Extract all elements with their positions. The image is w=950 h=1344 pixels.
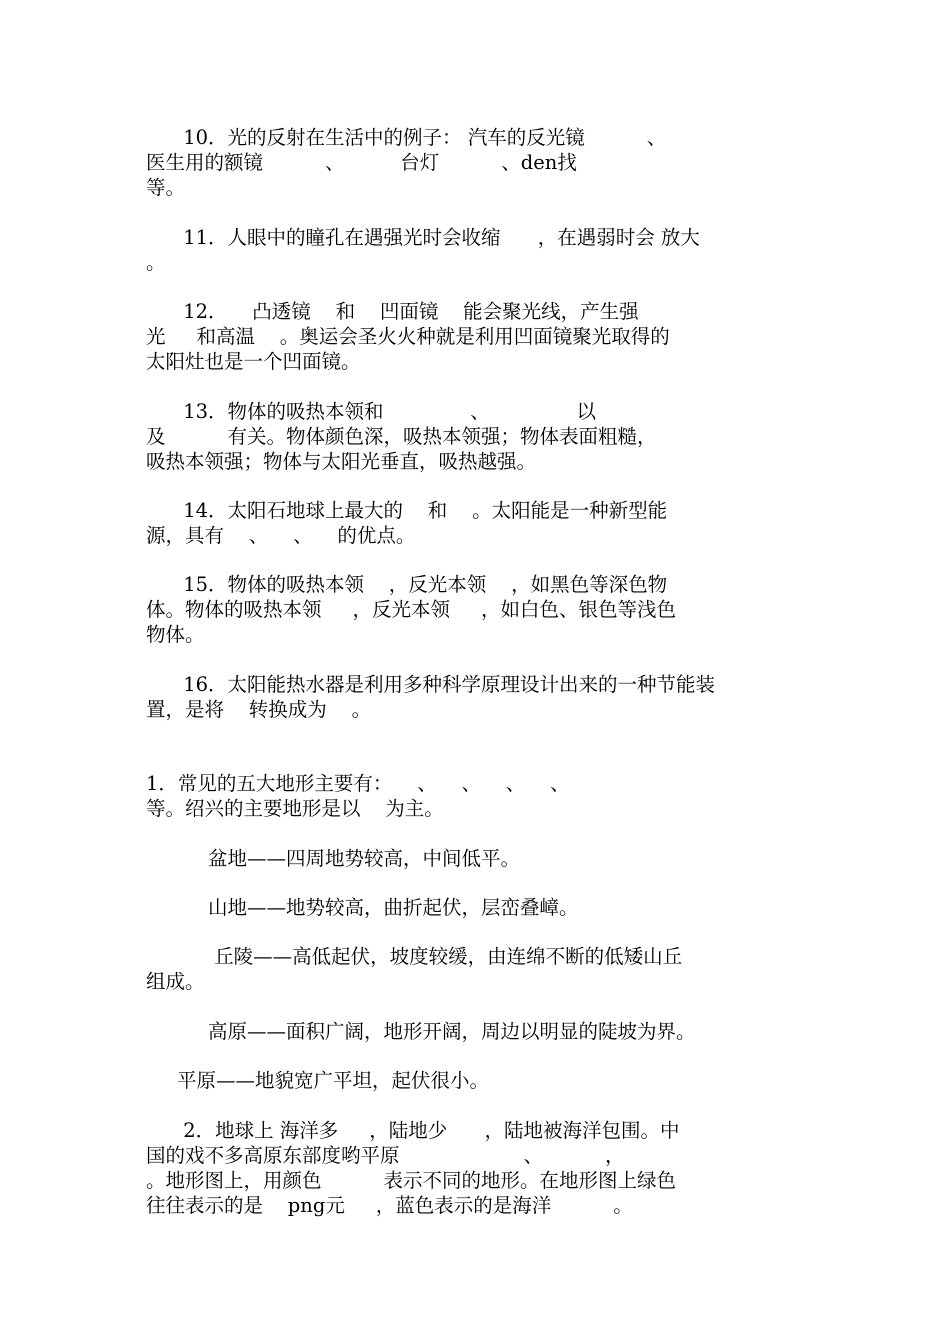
text-line: 高原——面积广阔，地形开阔，周边以明显的陡坡为界。 [146,1020,696,1043]
text-line: 14．太阳石地球上最大的 和 。太阳能是一种新型能 [146,499,668,522]
text-line: 1．常见的五大地形主要有： 、 、 、 、 [146,772,570,795]
text-line: 2．地球上 海洋多 ，陆地少 ，陆地被海洋包围。中 [146,1119,680,1142]
text-line: 组成。 [146,970,205,993]
text-line: 12． 凸透镜 和 凹面镜 能会聚光线，产生强 [146,300,639,323]
text-line: 光 和高温 。奥运会圣火火种就是利用凹面镜聚光取得的 [146,325,670,348]
text-line: 山地——地势较高，曲折起伏，层峦叠嶂。 [146,896,579,919]
text-line: 。地形图上，用颜色 表示不同的地形。在地形图上绿色 [146,1169,676,1192]
text-line: 置，是将 转换成为 。 [146,698,372,721]
text-line: 平原——地貌宽广平坦，起伏很小。 [146,1069,489,1092]
text-line: 太阳灶也是一个凹面镜。 [146,350,361,373]
text-line: 盆地——四周地势较高，中间低平。 [146,847,520,870]
text-line: 吸热本领强；物体与太阳光垂直，吸热越强。 [146,450,537,473]
text-line: 及 有关。物体颜色深，吸热本领强；物体表面粗糙， [146,425,657,448]
text-line: 物体。 [146,623,205,646]
text-line: 13．物体的吸热本领和 、 以 [146,400,597,423]
text-line: 体。物体的吸热本领 ，反光本领 ，如白色、银色等浅色 [146,598,676,621]
text-line: 16．太阳能热水器是利用多种科学原理设计出来的一种节能装 [146,673,716,696]
text-line: 丘陵——高低起伏，坡度较缓，由连绵不断的低矮山丘 [146,945,683,968]
text-line: 往往表示的是 png元 ，蓝色表示的是海洋 。 [146,1194,633,1217]
text-line: 15．物体的吸热本领 ，反光本领 ，如黑色等深色物 [146,573,668,596]
text-line: 11．人眼中的瞳孔在遇强光时会收缩 ，在遇弱时会 放大 [146,226,700,249]
text-line: 国的戏不多高原东部度哟平原 、 ， [146,1144,625,1167]
text-line: 。 [146,251,166,274]
text-line: 源，具有 、 、 的优点。 [146,524,416,547]
text-line: 10．光的反射在生活中的例子： 汽车的反光镜 、 [146,126,667,149]
text-line: 等。绍兴的主要地形是以 为主。 [146,797,444,820]
text-line: 医生用的额镜 、 台灯 、den找 [146,151,577,174]
text-line: 等。 [146,176,186,199]
